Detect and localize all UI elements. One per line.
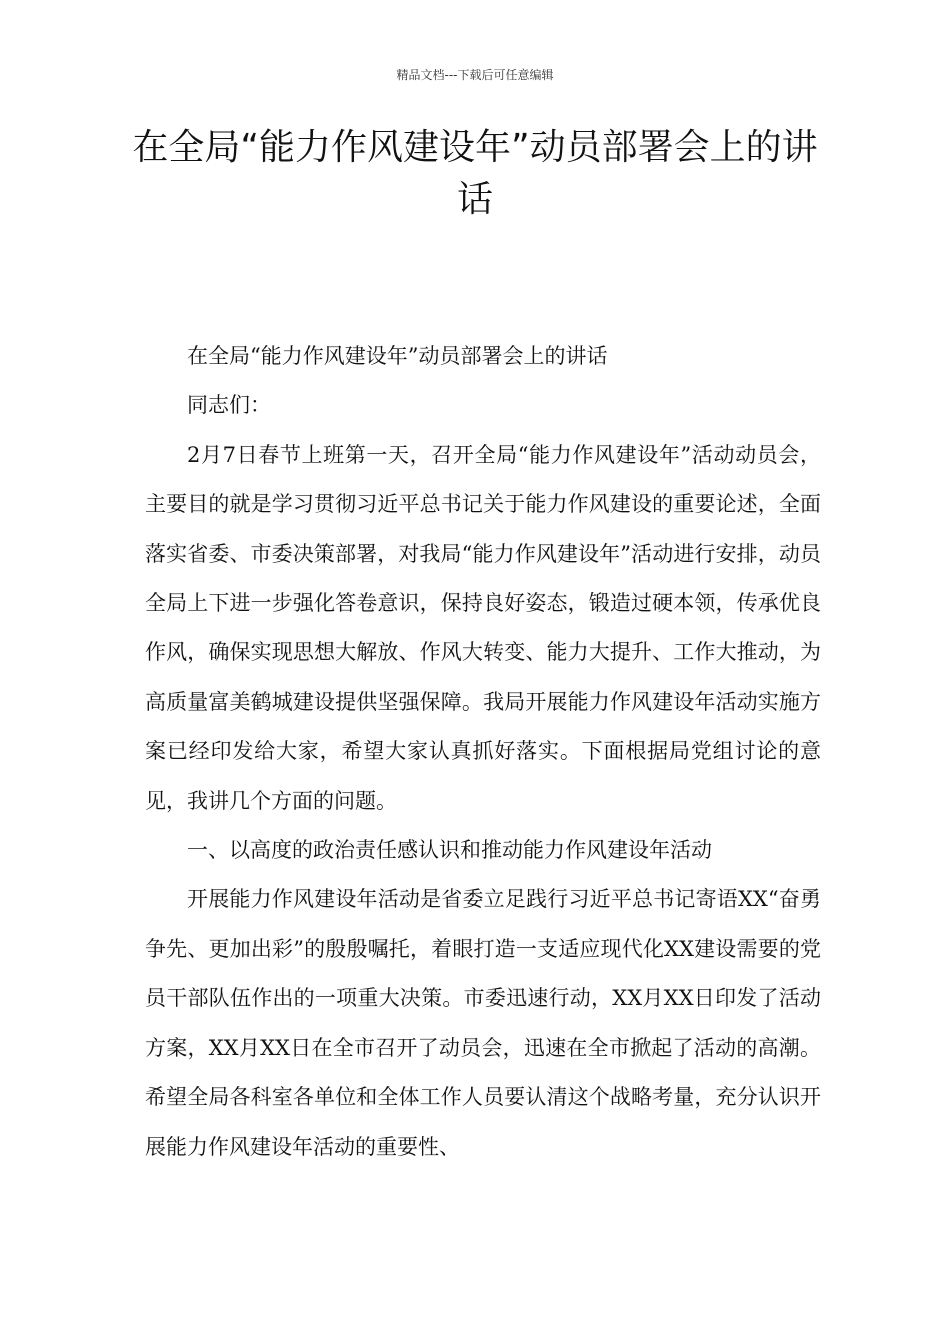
paragraph-section-1: 开展能力作风建设年活动是省委立足践行习近平总书记寄语XX“奋勇争先、更加出彩”的殷殷嘱托，着眼打造一支适应现代化XX建设需要的党员干部队伍作出的一项重大决策。市委迅速行动，XX月XX日印发了活动方案，XX月XX日在全市召开了动员会，迅速在全市掀起了活动的高潮。希望全局各科室各单位和全体工作人员要认清这个战略考量，充分认识开展能力作风建设年活动的重要性、 [145, 887, 821, 1159]
document-title: 在全局“能力作风建设年”动员部署会上的讲话 [132, 127, 818, 220]
paragraph-salutation: 同志们： [187, 393, 271, 418]
header-note: 精品文档---下载后可任意编辑 [396, 68, 554, 82]
document-body [145, 332, 821, 1172]
paragraph-intro: 2月7日春节上班第一天，召开全局“能力作风建设年”活动动员会，主要目的就是学习贯彻习近平总书记关于能力作风建设的重要论述，全面落实省委、市委决策部署，对我局“能力作风建设年”活动进行安排，动员全局上下进一步强化答卷意识，保持良好姿态，锻造过硬本领，传承优良作风，确保实现思想大解放、作风大转变、能力大提升、工作大推动，为高质量富美鹤城建设提供坚强保障。我局开展能力作风建设年活动实施方案已经印发给大家，希望大家认真抓好落实。下面根据局党组讨论的意见，我讲几个方面的问题。 [145, 442, 821, 813]
section-heading-1: 一、以高度的政治责任感认识和推动能力作风建设年活动 [187, 838, 712, 863]
paragraph-subtitle: 在全局“能力作风建设年”动员部署会上的讲话 [187, 344, 608, 368]
